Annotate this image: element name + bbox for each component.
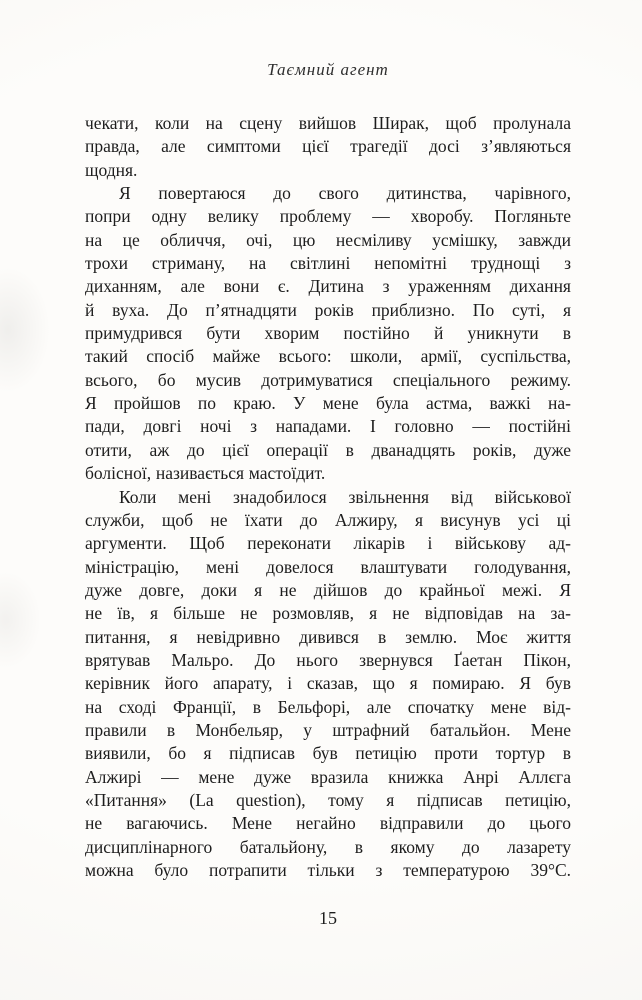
text-line: дисциплінарного батальйону, в якому до лазарету — [85, 836, 571, 857]
text-line: трохи стриману, на світлині непомітні труднощі з — [85, 253, 571, 274]
text-line: не вагаючись. Мене негайно відправили до цього — [85, 813, 571, 834]
text-line: й вуха. До п’ятнадцяти років приблизно. По суті, я — [85, 299, 571, 320]
text-line: попри одну велику проблему — хворобу. Погляньте — [85, 206, 571, 227]
page-number: 15 — [319, 908, 337, 928]
text-line: диханням, але вони є. Дитина з ураженням дихання — [85, 276, 571, 297]
text-line: Я пройшов по краю. У мене була астма, важкі на- — [85, 393, 571, 414]
text-line: питання, я невідривно дивився в землю. Моє життя — [85, 626, 571, 647]
text-line: Алжирі — мене дуже вразила книжка Анрі Аллєга — [85, 766, 571, 787]
text-line: отити, аж до цієї операції в дванадцять років, дуже — [85, 439, 571, 460]
text-line: болісної, називається мастоїдит. — [85, 463, 326, 484]
text-line: міністрацію, мені довелося влаштувати голодування, — [85, 556, 571, 577]
text-line: можна було потрапити тільки з температурою 39°С. — [85, 860, 571, 880]
text-line: на сході Франції, в Бельфорі, але спочатку мене від- — [85, 696, 571, 717]
text-line: виявили, бо я підписав був петицію проти тортур в — [85, 743, 571, 764]
text-line: всього, бо мусив дотримуватися спеціального режиму. — [85, 369, 571, 390]
text-line: такий спосіб майже всього: школи, армії, суспільства, — [85, 346, 571, 367]
text-line: дуже довге, доки я не дійшов до крайньої межі. Я — [85, 579, 571, 600]
text-line: служби, щоб не їхати до Алжиру, я висунув усі ці — [85, 509, 571, 530]
running-header: Таємний агент — [267, 60, 389, 79]
text-line: правда, але симптоми цієї трагедії досі з’являються — [85, 136, 571, 157]
text-line: чекати, коли на сцену вийшов Ширак, щоб пролунала — [85, 113, 571, 133]
text-line: «Питання» (La question), тому я підписав петицію, — [85, 789, 571, 810]
text-line: правили в Монбельяр, у штрафний батальйон. Мене — [85, 719, 571, 740]
text-line: Коли мені знадобилося звільнення від військової — [119, 486, 571, 507]
body-text — [85, 112, 571, 882]
text-line: пади, довгі ночі з нападами. І головно — постійні — [85, 416, 571, 437]
text-line: на це обличчя, очі, цю несміливу усмішку, завжди — [85, 229, 571, 250]
text-line: примудрився бути хворим постійно й уникнути в — [85, 323, 571, 344]
text-line: аргументи. Щоб переконати лікарів і військову ад- — [85, 533, 571, 554]
text-line: щодня. — [85, 159, 138, 180]
text-line: врятував Мальро. До нього звернувся Ґаетан Пікон, — [85, 649, 571, 670]
text-line: Я повертаюся до свого дитинства, чарівного, — [119, 183, 571, 204]
text-line: керівник його апарату, і сказав, що я помираю. Я був — [85, 673, 571, 694]
text-line: не їв, я більше не розмовляв, я не відповідав на за- — [85, 603, 571, 624]
